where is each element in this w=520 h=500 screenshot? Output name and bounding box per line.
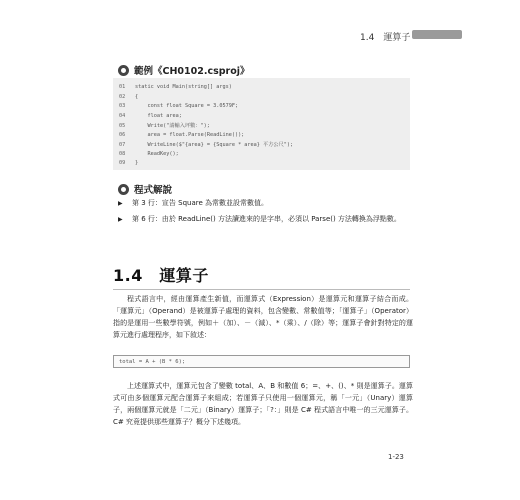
- code-line: 08 ReadKey();: [119, 150, 179, 157]
- explain-bullet: ▶ 第 3 行：宣告 Square 為常數並設常數值。: [118, 199, 268, 207]
- explain-bullet: ▶ 第 6 行：由於 ReadLine() 方法讀進來的是字串，必須以 Parse() 方法轉換為浮點數。: [118, 215, 401, 223]
- code-line: 03 const float Square = 3.0579F;: [119, 103, 239, 109]
- paragraph-explanation: 上述運算式中，運算元包含了變數 total、A、B 和數值 6；=、+、()、* 則是運算子。運算式可由多個運算元配合運算子來組成；若運算子只使用一個運算元，稱「一元」（Unary）運算子，兩個運算元就是「二元」（Binary）運算子；「?：」則是 C# 程式語言中唯一的三元運算子。C# 究竟提供那些運算子？概分下述幾項。: [113, 382, 413, 426]
- section-title: 1.4 運算子: [113, 266, 209, 285]
- example-title: 範例《CH0102.csproj》: [134, 66, 250, 77]
- expression-box: total = A + (B * 6);: [113, 355, 410, 368]
- code-line: 09 }: [119, 160, 139, 166]
- explain-heading: [118, 182, 172, 196]
- triangle-bullet-icon: ▶: [118, 200, 123, 207]
- code-listing: [113, 78, 410, 170]
- code-line: 07 WriteLine($"{area} = {Square * area} 平方公尺");: [119, 142, 294, 148]
- code-line: 02 {: [119, 93, 139, 100]
- running-header-title: 1.4 運算子: [360, 33, 411, 43]
- section-divider: [113, 289, 410, 290]
- triangle-bullet-icon: ▶: [118, 216, 123, 223]
- gear-icon: [118, 184, 129, 195]
- header-bar: [412, 30, 462, 39]
- paragraph-intro: 程式語言中，經由運算產生新值，而運算式（Expression）是運算元和運算子結合而成。「運算元」（Operand）是被運算子處理的資料，包含變數、常數值等；「運算子」（Operator）指的是運用一些數學符號，例如＋（加）、－（減）、*（乘）、/（除）等；運算子會針對特定的運算元進行處理程序，如下敘述：: [113, 295, 413, 339]
- gear-icon: [118, 65, 129, 76]
- explain-title: 程式解說: [134, 185, 173, 196]
- code-line: 01 static void Main(string[] args): [119, 84, 232, 90]
- code-line: 06 area = float.Parse(ReadLine());: [119, 131, 245, 138]
- code-line: 05 Write("請輸入坪數：");: [119, 123, 210, 129]
- code-line: 04 float area;: [119, 112, 182, 119]
- page-number: 1-23: [388, 453, 404, 461]
- example-heading: [118, 63, 250, 77]
